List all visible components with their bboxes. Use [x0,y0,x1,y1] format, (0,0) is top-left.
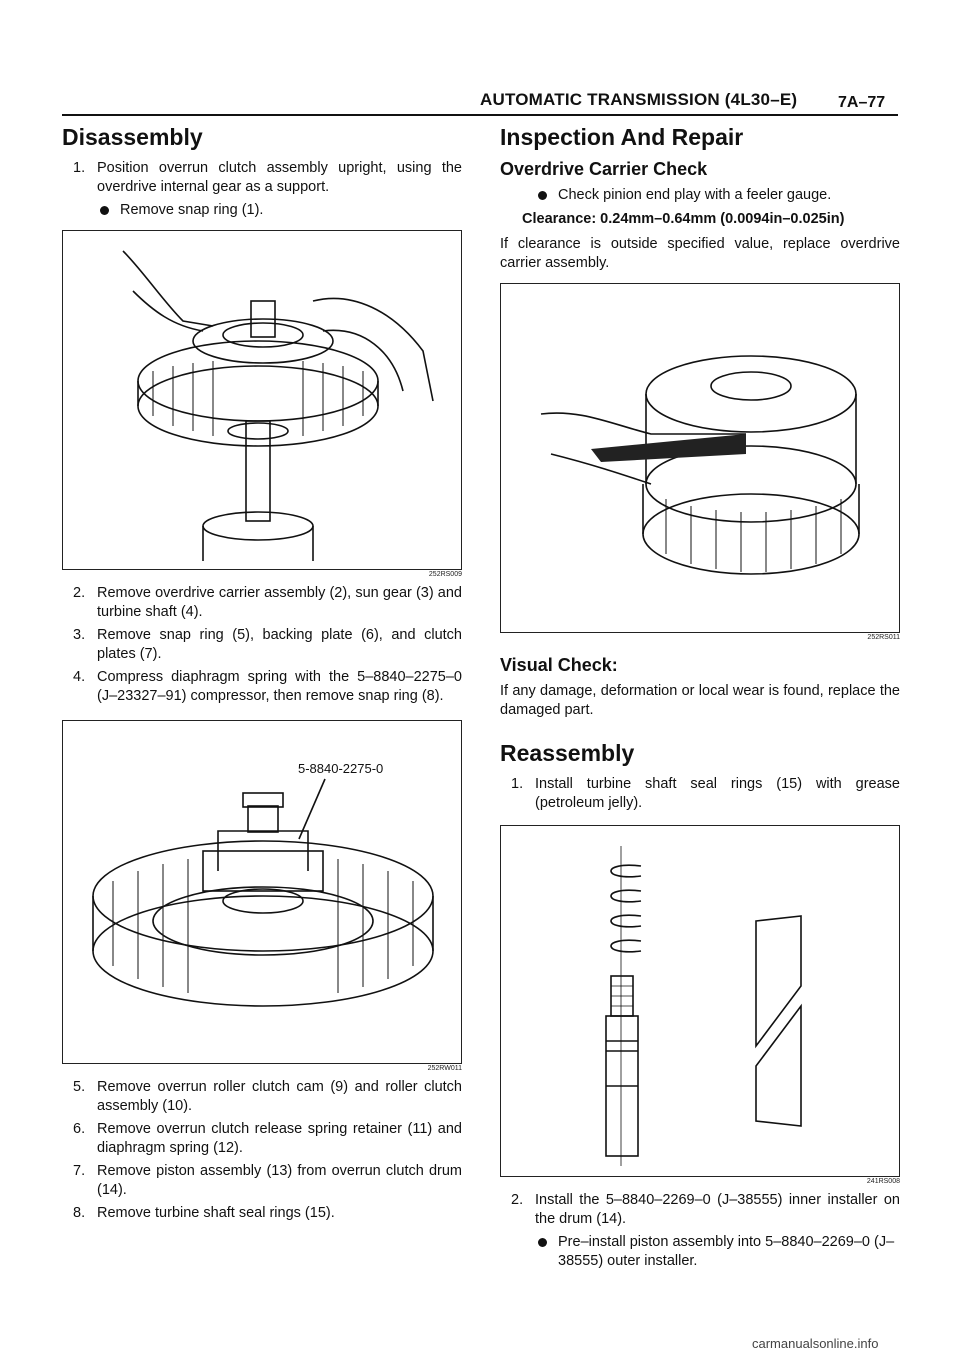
page-header-title: AUTOMATIC TRANSMISSION (4L30–E) [480,90,798,109]
figure-seal-rings [500,825,900,1177]
step-item: 4. Compress diaphragm spring with the 5–8840–2275–0 (J–23327–91) compressor, then remove snap ring (8). [73,669,462,704]
section-heading-disassembly: Disassembly [62,124,203,150]
paragraph: If clearance is outside specified value, replace overdrive carrier assembly. [500,236,900,271]
figure-feeler-gauge [500,283,900,633]
section-heading-inspection: Inspection And Repair [500,124,744,150]
bullet-item: Check pinion end play with a feeler gauge. [528,186,900,205]
step-item: 8. Remove turbine shaft seal rings (15). [73,1205,335,1221]
step-item: 5. Remove overrun roller clutch cam (9) and roller clutch assembly (10). [73,1079,462,1114]
step-item: 1. Position overrun clutch assembly upright, using the overdrive internal gear as a support. [73,160,462,195]
figure-code: 252RS009 [428,571,462,578]
turbine-shaft-illustration [501,826,899,1176]
section-heading-reassembly: Reassembly [500,740,635,766]
bullet-item: Pre–install piston assembly into 5–8840–2269–0 (J–38555) outer installer. [528,1233,900,1271]
figure-code: 241RS008 [866,1178,900,1185]
bullet-item: Remove snap ring (1). [90,201,462,220]
right-column [500,122,900,1277]
subheading-carrier-check: Overdrive Carrier Check [500,159,708,179]
header-rule [62,114,898,116]
figure-code: 252RW011 [427,1065,462,1072]
step-item: 6. Remove overrun clutch release spring retainer (11) and diaphragm spring (12). [73,1121,462,1156]
subheading-visual-check: Visual Check: [500,655,618,675]
step-item: 1. Install turbine shaft seal rings (15) with grease (petroleum jelly). [511,776,900,811]
overdrive-carrier-illustration [501,284,899,632]
clearance-spec: Clearance: 0.24mm–0.64mm (0.0094in–0.025in) [522,211,845,227]
clutch-assembly-illustration [63,231,461,569]
figure-tool-label: 5-8840-2275-0 [298,761,384,776]
figure-code: 252RS011 [867,634,900,641]
compressor-illustration [63,721,461,1063]
bullet-icon [538,1238,547,1247]
step-item: 2. Install the 5–8840–2269–0 (J–38555) inner installer on the drum (14). [511,1192,900,1227]
bullet-icon [538,191,547,200]
paragraph: If any damage, deformation or local wear is found, replace the damaged part. [500,683,900,718]
step-item: 3. Remove snap ring (5), backing plate (6), and clutch plates (7). [73,627,462,662]
figure-snap-ring-removal [62,230,462,570]
figure-compressor [62,720,462,1064]
bullet-icon [100,206,109,215]
step-item: 7. Remove piston assembly (13) from overrun clutch drum (14). [73,1163,462,1198]
page-number: 7A–77 [838,94,886,111]
left-column [62,122,462,1227]
step-item: 2. Remove overdrive carrier assembly (2), sun gear (3) and turbine shaft (4). [73,585,462,620]
watermark: carmanualsonline.info [752,1336,879,1351]
